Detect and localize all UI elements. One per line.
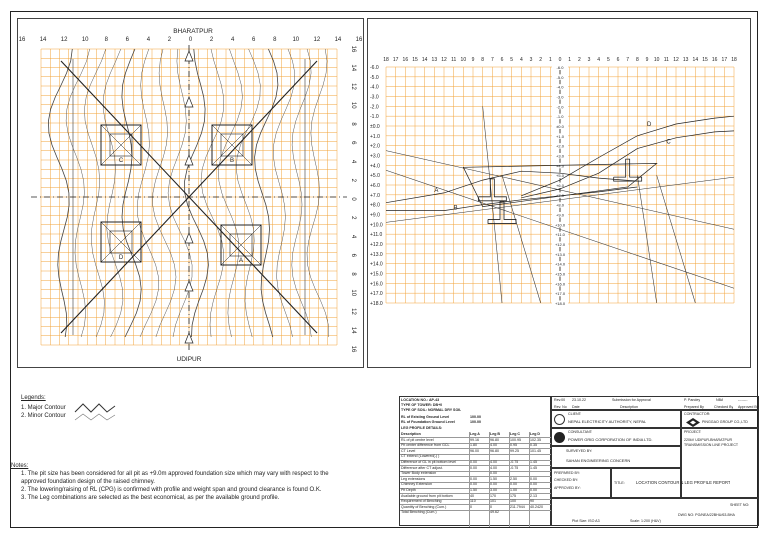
surveyed-name: SAHAN ENGINEERING CONCERN [566, 458, 631, 463]
leg-table-cell: 0.00 [530, 488, 537, 492]
dwg-no: DWG NO: PG/NEA/22BHU/63-BHA [678, 513, 735, 517]
profile-y-tick-label: -3.0 [370, 94, 379, 101]
leg-table-cell: 170 [490, 493, 496, 498]
profile-y-tick-label: -5.0 [370, 74, 379, 81]
leg-table-cell: 99.16 [470, 437, 479, 442]
leg-table-col-rule [469, 432, 470, 527]
contractor-block [681, 410, 759, 428]
leg-table-cell: 1.50 [470, 488, 477, 492]
rev-prepared: P. Pandey [684, 398, 701, 402]
prepared-by: PREPARED BY: [554, 471, 581, 475]
leg-table-header: Leg A [470, 432, 480, 436]
profile-center-tick-label: -2.0 [556, 104, 564, 110]
profile-top-tick-label: 1 [548, 57, 552, 63]
profile-y-tick-label: +18.0 [370, 301, 383, 307]
leg-table-cell: 90 [530, 499, 534, 504]
rev-head-checked: Checked By [714, 405, 734, 409]
profile-top-tick-label: 15 [702, 57, 708, 63]
plan-top-label: BHARATPUR [173, 28, 213, 35]
leg-table-row-label: Pit Depth [401, 488, 416, 492]
profile-y-tick-label: +16.0 [370, 281, 383, 288]
plan-top-tick-label: 16 [18, 37, 26, 43]
plan-top-tick-label: 14 [334, 37, 342, 43]
leg-table-row-label: RL of pit centre level [401, 437, 434, 442]
legend-minor-contour: 2. Minor Contour [21, 413, 66, 419]
leg-table-cell: 0.00 [530, 476, 537, 481]
rev-description: Submission for Approval [612, 398, 651, 402]
plan-bottom-label: UDIPUR [176, 356, 202, 363]
leg-table-cell: 0.35 [530, 443, 537, 448]
leg-table-header: Description [401, 432, 421, 436]
project-line-2: TRANSMISSION LINE PROJECT [684, 443, 739, 447]
rl-existing-label: RL of Existing Ground Level [401, 415, 450, 419]
profile-center-tick-label: +17.0 [554, 291, 566, 297]
surveyed-label: SURVEYED BY: [566, 449, 593, 453]
profile-curve-label: B [453, 205, 458, 212]
leg-table-col-rule [509, 432, 510, 527]
profile-y-tick-label: +5.0 [370, 173, 380, 180]
leg-label: C [118, 158, 124, 164]
contractor-logo [686, 418, 700, 427]
location-no: LOCATION NO.: AP-43 [401, 398, 440, 402]
profile-center-tick-label: -3.0 [556, 94, 564, 100]
leg-table-col-rule [529, 432, 530, 527]
client-block [551, 410, 681, 428]
leg-table-cell: 0.00 [490, 471, 497, 476]
consultant-block [551, 428, 681, 446]
legend-major-line [75, 404, 115, 412]
leg-label: A [238, 258, 244, 264]
profile-y-tick-label: +13.0 [370, 251, 383, 258]
profile-y-tick-label: +10.0 [370, 222, 383, 229]
contour-line [236, 49, 260, 337]
profile-top-tick-label: 3 [587, 57, 591, 63]
profile-center-tick-label: +14.0 [554, 261, 566, 267]
plan-right-tick-label: 10 [350, 289, 356, 297]
leg-table-row-label: Total Benching (Cum.) [401, 510, 437, 515]
leg-table-cell: 0.00 [510, 482, 517, 487]
profile-center-tick-label: +16.0 [554, 281, 566, 287]
profile-top-tick-label: 9 [645, 57, 649, 63]
leg-table [400, 432, 552, 527]
leg-table-cell: 96.80 [490, 448, 499, 453]
plan-right-tick-label: 6 [350, 141, 356, 145]
profile-top-tick-label: 10 [653, 57, 660, 63]
leg-table-cell: 4.00 [490, 443, 497, 448]
leg-table-cell: 1.80 [470, 443, 477, 448]
profile-top-tick-label: 7 [490, 57, 494, 63]
profile-top-tick-label: 13 [431, 57, 438, 63]
plan-right-tick-label: 2 [350, 216, 356, 220]
leg-table-row-label: Available ground from pit bottom [401, 493, 453, 498]
consultant-name: POWER GRID CORPORATION OF INDIA LTD. [568, 437, 653, 442]
leg-table-cell: 101 [490, 499, 496, 504]
contour-plan-panel [17, 18, 364, 368]
leg-table-row-label: Leg extensions [401, 476, 426, 481]
note-1: 1. The pit size has been considered for all pit as +9.0m approved foundation size which may vary with respect to the [21, 471, 329, 477]
contour-plan [18, 19, 363, 367]
consultant-logo [554, 432, 565, 443]
leg-label: D [118, 255, 124, 261]
leg-table-cell: 2.13 [530, 493, 537, 498]
plan-right-tick-label: 0 [350, 197, 356, 201]
profile-top-tick-label: 18 [731, 57, 737, 63]
plan-top-tick-label: 6 [125, 37, 129, 43]
plan-right-tick-label: 16 [350, 345, 356, 353]
plan-right-tick-label: 4 [350, 159, 356, 164]
leg-table-cell: 101.45 [530, 448, 541, 453]
contour-line [122, 49, 141, 337]
soil-type: TYPE OF SOIL: NORMAL DRY SOIL [401, 408, 462, 412]
profile-center-tick-label: +2.0 [556, 143, 564, 149]
leg-table-row-label: Difference after CT adjust. [401, 465, 443, 470]
profile-top-tick-label: 11 [451, 57, 457, 63]
leg-table-header: Leg B [490, 432, 500, 436]
leg-table-cell: 1.50 [490, 476, 497, 481]
rev-head-date: Date [572, 405, 580, 409]
profile-top-tick-label: 12 [673, 57, 679, 63]
profile-y-tick-label: +17.0 [370, 291, 383, 298]
rev-head-prepared: Prepared By [684, 405, 704, 409]
drawing-frame [10, 11, 758, 528]
leg-table-row-label: Pit center difference from GCL [401, 443, 450, 448]
profile-y-tick-label: -6.0 [370, 65, 379, 71]
profile-top-tick-label: 16 [402, 57, 409, 63]
contour-line [103, 49, 123, 337]
profile-top-tick-label: 0 [558, 57, 562, 63]
profile-y-tick-label: +1.0 [370, 133, 380, 140]
leg-table-cell: 100 [510, 499, 516, 504]
plan-right-tick-label: 14 [350, 64, 356, 72]
note-3: 3. The Leg combinations are selected as the best economical, as per the available ground profile. [21, 495, 280, 501]
leg-table-cell: 4.00 [490, 465, 497, 470]
client-label: CLIENT: [568, 412, 582, 416]
leg-table-row-label: Requirement of Benching [401, 499, 442, 504]
plan-top-tick-label: 2 [209, 37, 214, 43]
profile-y-tick-label: -1.0 [370, 114, 379, 121]
plan-right-tick-label: 10 [350, 101, 356, 109]
contour-line [219, 49, 243, 337]
profile-y-tick-label: +11.0 [370, 232, 383, 239]
rl-foundation-value: 100.00 [470, 420, 481, 424]
profile-top-tick-label: 4 [597, 57, 601, 63]
leg-table-cell: 1.45 [530, 460, 537, 464]
project-line-1: 220kV UDIPUR-BHARATPUR [684, 438, 733, 442]
plan-top-tick-label: 4 [230, 37, 235, 43]
profile-y-tick-label: -2.0 [370, 104, 379, 111]
profile-y-tick-label: -4.0 [370, 84, 379, 91]
profile-center-tick-label: +7.0 [556, 192, 564, 198]
leg-table-row-label: Quantity of Benching (Cum.) [401, 504, 447, 509]
profile-top-tick-label: 8 [635, 57, 639, 63]
leg-table-cell: 40.2420 [530, 504, 543, 509]
profile-y-tick-label: +3.0 [370, 153, 380, 160]
note-2: 2. The lowering/raising of RL (CPG) is confirmed with profile and weight span and ground clearance is found O.K. [21, 487, 322, 493]
profile-top-tick-label: 7 [626, 57, 630, 63]
rev-date: 23.10.22 [572, 398, 586, 402]
plan-top-tick-label: 2 [167, 37, 172, 43]
profile-center-tick-label: +5.0 [556, 173, 564, 179]
leg-table-cell: 1.45 [530, 465, 537, 470]
profile-top-tick-label: 14 [692, 57, 699, 63]
profile-curve-label: A [434, 187, 439, 194]
leg-table-cell: 40 [470, 493, 474, 498]
leg-table-cell: 211.7944 [510, 504, 525, 509]
leg-table-cell: 0.00 [530, 482, 537, 487]
plan-top-tick-label: 10 [292, 37, 300, 43]
profile-y-tick-label: +14.0 [370, 261, 383, 268]
leg-table-cell: 0.00 [470, 465, 477, 470]
plan-top-tick-label: 8 [104, 37, 108, 43]
location-table [399, 396, 551, 526]
leg-table-cell: -0.75 [510, 465, 519, 470]
contour-line [168, 49, 192, 337]
title-label: TITLE: [614, 481, 625, 485]
leg-table-cell: 0.95 [510, 443, 517, 448]
leg-table-cell: 0 [490, 504, 492, 509]
profile-center-tick-label: +15.0 [554, 271, 566, 277]
leg-table-cell: 96.80 [490, 437, 499, 442]
profile-curve-label: D [647, 122, 652, 128]
revision-block [551, 396, 759, 410]
profile-y-tick-label: +2.0 [370, 143, 380, 150]
leg-profile [368, 19, 750, 367]
profile-y-tick-label: +9.0 [370, 212, 380, 219]
rev-head-approved: Approved By [738, 405, 759, 409]
legend-major-contour: 1. Major Contour [21, 405, 66, 411]
profile-top-tick-label: 3 [529, 57, 533, 63]
plan-right-tick-label: 12 [350, 308, 356, 315]
legend-contour-symbols [73, 400, 123, 424]
plan-top-tick-label: 14 [39, 37, 47, 43]
profile-center-tick-label: -5.0 [556, 74, 564, 80]
rl-foundation-label: RL of Foundation Ground Level [401, 420, 455, 424]
profile-center-tick-label: +3.0 [556, 153, 564, 159]
leg-table-cell: 0 [470, 504, 472, 509]
profile-top-tick-label: 14 [421, 57, 428, 63]
leg-table-cell: 1.00 [510, 488, 517, 492]
center-marker [185, 233, 193, 243]
profile-center-tick-label: +6.0 [556, 183, 564, 188]
legends-title: Legends: [21, 395, 46, 401]
rev-approved: -------- [738, 398, 748, 402]
profile-top-tick-label: 11 [663, 57, 669, 63]
profile-top-tick-label: 1 [568, 57, 572, 63]
center-marker [185, 51, 193, 61]
leg-table-cell: 0.00 [470, 476, 477, 481]
profile-y-tick-label: ±0.0 [370, 124, 380, 130]
leg-table-header: Leg D [530, 432, 540, 436]
checked-by: CHECKED BY: [554, 478, 579, 482]
leg-table-cell: 110 [470, 499, 476, 504]
leg-table-cell: 49.62 [490, 510, 499, 515]
leg-table-cell: 0.00 [490, 482, 497, 487]
client-logo [554, 414, 565, 425]
center-marker [185, 97, 193, 107]
profile-center-tick-label: +11.0 [555, 232, 565, 238]
leg-table-cell: 2.50 [510, 476, 517, 481]
leg-table-cell: 175 [510, 493, 516, 498]
leg-table-cell: 102.35 [530, 437, 541, 442]
profile-top-tick-label: 17 [392, 57, 399, 63]
contractor-name: PINGGAO GROUP CO.,LTD [702, 420, 748, 424]
plan-right-tick-label: 4 [350, 234, 356, 239]
leg-table-row-label: Difference of GL in pit bottom level [401, 460, 456, 464]
contour-line [201, 49, 224, 337]
profile-top-tick-label: 9 [471, 57, 475, 63]
profile-center-tick-label: +10.0 [554, 222, 566, 228]
contour-line [153, 49, 176, 337]
tower-type: TYPE OF TOWER: DB+0 [401, 403, 443, 407]
profile-top-tick-label: 5 [510, 57, 514, 63]
leg-table-cell: 3.00 [490, 488, 497, 492]
surveyed-block [551, 446, 681, 468]
approved-by: APPROVED BY: [554, 486, 581, 490]
plan-top-tick-label: 4 [146, 37, 151, 43]
profile-center-tick-label: +9.0 [556, 212, 564, 218]
plan-right-tick-label: 6 [350, 253, 356, 257]
plan-top-tick-label: 8 [273, 37, 277, 43]
leg-table-header: Leg C [510, 432, 520, 436]
profile-top-tick-label: 6 [500, 57, 504, 63]
leg-table-cell: 99.25 [510, 448, 519, 453]
leg-profile-section: LEG PROFILE DETAILS: [401, 426, 443, 430]
leg-table-cell: 100.95 [510, 437, 521, 442]
leg-table-cell: -0.75 [510, 460, 519, 464]
profile-center-tick-label: -6.0 [556, 65, 564, 70]
contour-line [185, 49, 209, 337]
legend-minor-line [75, 414, 115, 420]
profile-top-tick-label: 2 [539, 57, 543, 63]
plan-right-tick-label: 12 [350, 83, 356, 90]
plan-top-tick-label: 10 [81, 37, 89, 43]
profile-top-tick-label: 17 [721, 57, 728, 63]
profile-y-tick-label: +15.0 [370, 271, 383, 278]
profile-top-tick-label: 5 [606, 57, 610, 63]
scale: Scale: 1:200 (H&V) [630, 519, 661, 523]
leg-table-row-label: CT extend (Lowered(-) ) [401, 454, 440, 459]
leg-profile-panel [367, 18, 751, 368]
client-name: NEPAL ELECTRICITY AUTHORITY, NEPAL [568, 419, 647, 424]
plan-top-tick-label: 12 [313, 37, 321, 43]
rev-head-description: Description [620, 405, 638, 409]
signoff-block [551, 468, 611, 498]
profile-top-tick-label: 6 [616, 57, 620, 63]
sheet-no: SHEET NO: [730, 503, 750, 507]
rev-head-no: Rev. No [554, 405, 567, 409]
plan-right-tick-label: 16 [350, 45, 356, 53]
plan-top-tick-label: 0 [188, 37, 193, 43]
center-marker [185, 281, 193, 291]
leg-table-cell: 96.00 [470, 448, 479, 453]
rev-checked: NBA [716, 398, 724, 402]
profile-top-tick-label: 10 [460, 57, 467, 63]
profile-y-tick-label: +4.0 [370, 163, 380, 170]
contour-line [255, 49, 278, 337]
note-1-cont: approved foundation design of the raised chimney. [21, 479, 155, 485]
plan-right-tick-label: 8 [350, 272, 356, 276]
project-label: PROJECT: [684, 430, 702, 434]
profile-center-tick-label: -4.0 [556, 84, 564, 90]
profile-center-tick-label: +1.0 [556, 133, 564, 139]
profile-curve-label: C [666, 139, 671, 146]
profile-center-tick-label: ±0.0 [556, 124, 564, 129]
profile-center-tick-label: +18.0 [554, 301, 566, 306]
rl-existing-value: 100.00 [470, 415, 481, 419]
profile-center-tick-label: +8.0 [556, 202, 564, 208]
profile-top-tick-label: 15 [412, 57, 418, 63]
profile-top-tick-label: 2 [577, 57, 581, 63]
profile-top-tick-label: 18 [383, 57, 389, 63]
profile-top-tick-label: 13 [682, 57, 689, 63]
profile-top-tick-label: 8 [481, 57, 485, 63]
plan-top-tick-label: 6 [252, 37, 256, 43]
profile-center-tick-label: -1.0 [556, 114, 564, 120]
profile-y-tick-label: +6.0 [370, 183, 380, 189]
plan-top-tick-label: 16 [355, 37, 363, 43]
leg-table-col-rule [489, 432, 490, 527]
profile-top-tick-label: 4 [519, 57, 523, 63]
profile-y-tick-label: +12.0 [370, 242, 383, 248]
project-block [681, 428, 759, 498]
profile-top-tick-label: 16 [711, 57, 718, 63]
drawing-meta-block [551, 498, 759, 526]
leg-table-row-label: CT Level [401, 448, 416, 453]
rev-no: Rev.00 [554, 398, 566, 402]
profile-y-tick-label: +7.0 [370, 192, 380, 199]
contour-line [292, 49, 312, 337]
leg-table-row-label: Chimney Extension [401, 482, 432, 487]
profile-center-tick-label: +4.0 [556, 163, 564, 169]
plot-size: Plot Size: ISO A3 [572, 519, 600, 523]
leg-table-cell: 4.00 [490, 460, 497, 464]
contractor-label: CONTRACTOR: [684, 412, 711, 416]
leg-table-cell: 0.00 [470, 460, 477, 464]
leg-table-row-label: Tower Body extension [401, 471, 437, 476]
contour-line [84, 49, 105, 337]
notes-title: Notes: [11, 463, 29, 469]
leg-table-cell: 0.00 [470, 482, 477, 487]
profile-center-tick-label: +12.0 [554, 242, 566, 247]
title-value: LOCATION CONTOUR & LEG PROFILE REPORT [636, 480, 731, 485]
profile-top-tick-label: 12 [441, 57, 447, 63]
profile-y-tick-label: +8.0 [370, 202, 380, 209]
contour-line [307, 49, 329, 337]
profile-center-tick-label: +13.0 [554, 251, 566, 257]
plan-right-tick-label: 8 [350, 122, 356, 126]
leg-label: B [229, 158, 235, 164]
plan-right-tick-label: 2 [350, 178, 356, 182]
consultant-label: CONSULTANT: [568, 430, 593, 434]
plan-right-tick-label: 14 [350, 326, 356, 334]
plan-top-tick-label: 12 [60, 37, 68, 43]
